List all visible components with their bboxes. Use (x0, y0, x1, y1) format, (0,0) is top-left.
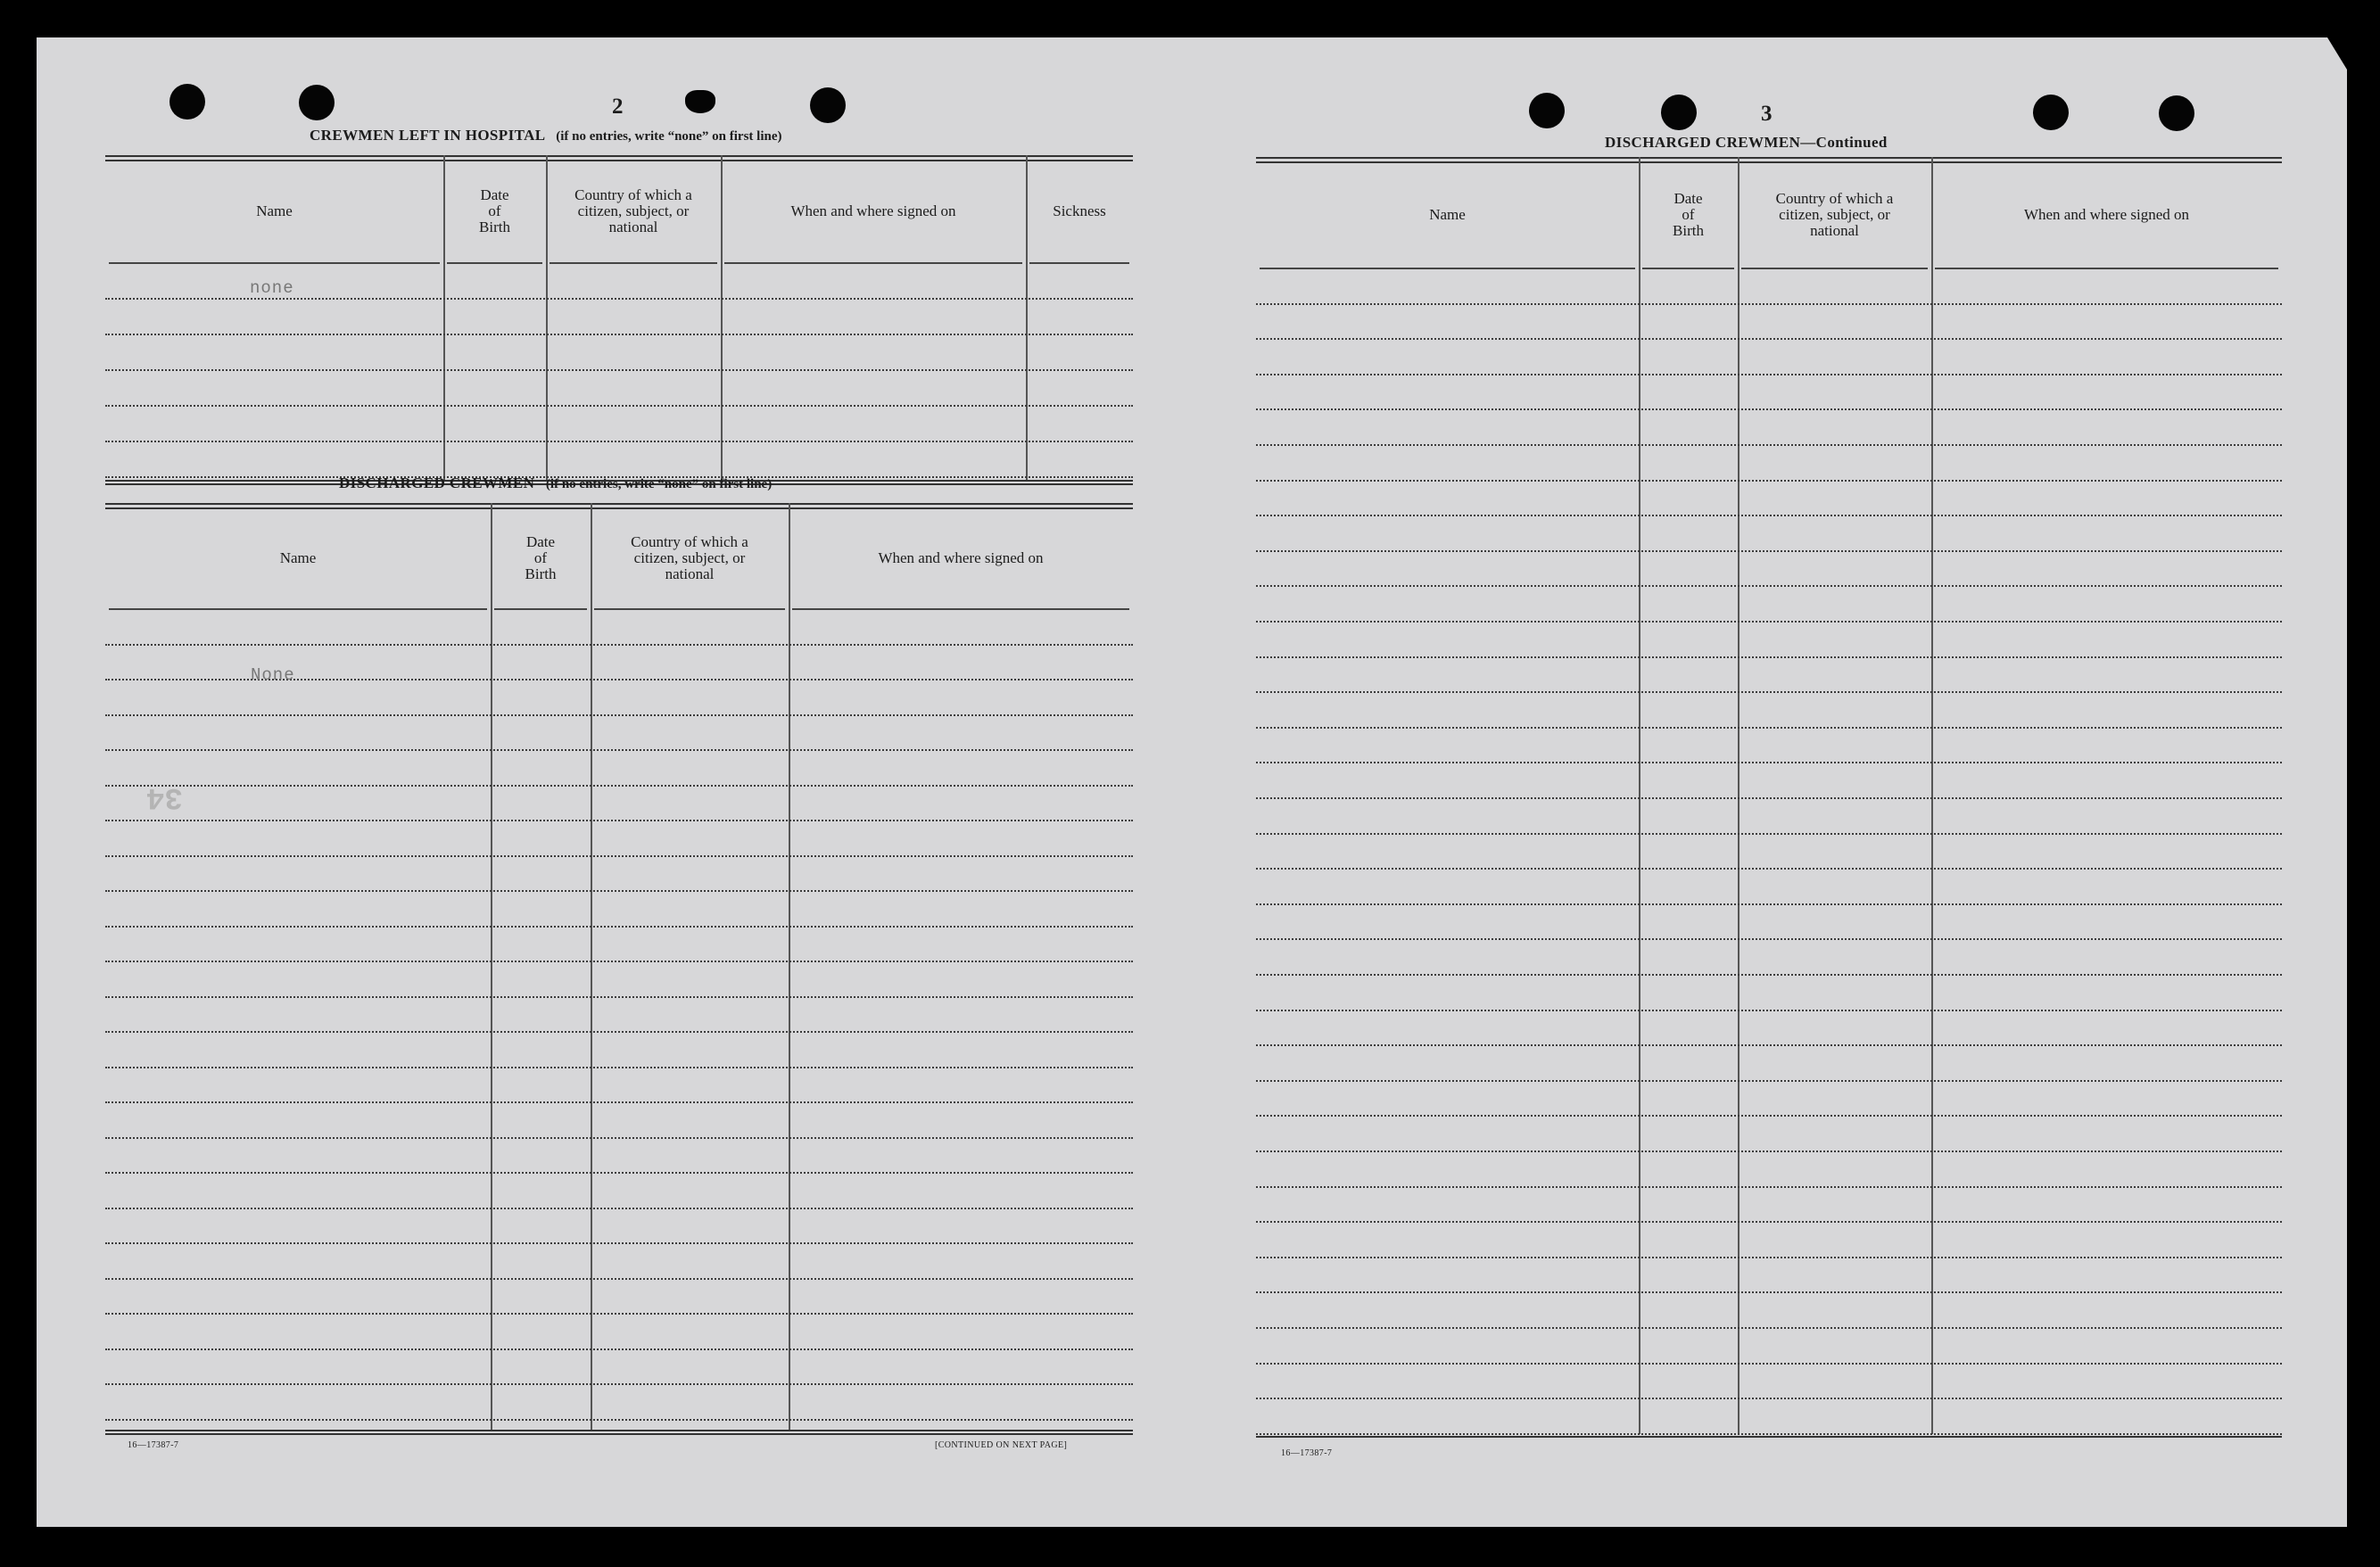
table-top-rule (105, 155, 1133, 157)
column-header (789, 510, 1133, 606)
ruled-line (105, 1278, 1133, 1280)
hospital-table (105, 155, 1133, 485)
typed-entry: None (251, 665, 295, 685)
ruled-line (105, 961, 1133, 962)
header-underline (1029, 262, 1129, 264)
header-underline (550, 262, 717, 264)
column-header (1256, 164, 1639, 266)
discharged-instruction: (if no entries, write “none” on first line) (545, 477, 773, 491)
column-divider (789, 503, 790, 1431)
punch-hole (169, 84, 205, 120)
ruled-line (1256, 1398, 2282, 1399)
column-header-label: Country of which a citizen, subject, or national (574, 186, 692, 235)
ruled-line (105, 1101, 1133, 1103)
header-underline (1935, 268, 2278, 269)
column-divider (591, 503, 592, 1431)
table-top-rule (105, 507, 1133, 509)
header-underline (1741, 268, 1928, 269)
column-divider (1639, 157, 1640, 1434)
ruled-line (1256, 868, 2282, 870)
header-underline (447, 262, 542, 264)
ruled-line (1256, 656, 2282, 658)
punch-hole (685, 90, 715, 113)
header-underline (1260, 268, 1635, 269)
ruled-line (105, 1383, 1133, 1385)
column-divider (1738, 157, 1740, 1434)
continued-section-title (1605, 134, 1888, 152)
ledger-sheet (37, 37, 2347, 1527)
table-top-rule (1256, 157, 2282, 159)
ruled-line (105, 405, 1133, 407)
ruled-line (1256, 1151, 2282, 1152)
header-underline (792, 608, 1129, 610)
column-header (721, 162, 1026, 260)
ruled-line (105, 820, 1133, 821)
column-header (443, 162, 546, 260)
header-underline (594, 608, 785, 610)
header-underline (494, 608, 587, 610)
ruled-line (105, 1172, 1133, 1174)
continued-title-suffix: Continued (1815, 134, 1888, 151)
ruled-line (1256, 1115, 2282, 1117)
ruled-line (1256, 1291, 2282, 1293)
ruled-line (1256, 550, 2282, 552)
ruled-line (1256, 903, 2282, 905)
form-number-left: 16—17387-7 (128, 1440, 179, 1450)
ruled-line (105, 1313, 1133, 1315)
ruled-line (1256, 762, 2282, 763)
ruled-line (1256, 1010, 2282, 1011)
ruled-line (105, 1348, 1133, 1350)
ruled-line (1256, 338, 2282, 340)
hospital-title-text: CREWMEN LEFT IN HOSPITAL (310, 127, 545, 144)
punch-hole (299, 85, 335, 120)
header-underline (1642, 268, 1734, 269)
continued-table (1256, 157, 2282, 1438)
ruled-line (1256, 621, 2282, 623)
table-top-rule (1256, 161, 2282, 163)
hospital-section-title (310, 127, 782, 144)
header-underline (724, 262, 1022, 264)
ruled-line (105, 644, 1133, 646)
column-divider (1026, 155, 1028, 482)
ruled-line (105, 785, 1133, 787)
ruled-line (105, 890, 1133, 892)
ruled-line (1256, 444, 2282, 446)
column-header (1639, 164, 1738, 266)
punch-hole (2033, 95, 2069, 130)
punch-hole (2159, 95, 2194, 131)
ruled-line (1256, 1257, 2282, 1258)
ruled-line (1256, 797, 2282, 799)
discharged-section-title (339, 474, 772, 492)
punch-hole (810, 87, 846, 123)
ruled-line (1256, 1327, 2282, 1329)
column-header-label: Country of which a citizen, subject, or national (1775, 190, 1894, 239)
header-underline (109, 262, 440, 264)
column-header-label: Name (256, 202, 293, 219)
typed-entry: none (250, 278, 294, 298)
column-header (105, 162, 443, 260)
column-header-label: Date of Birth (1673, 190, 1704, 239)
table-bottom-rule (105, 1430, 1133, 1431)
column-header-label: Name (1429, 206, 1466, 223)
ruled-line (1256, 1363, 2282, 1365)
column-header-label: When and where signed on (878, 549, 1044, 566)
column-header (1026, 162, 1133, 260)
table-bottom-rule (105, 1433, 1133, 1435)
column-header-label: Date of Birth (479, 186, 510, 235)
faded-stamp-mark: 34 (146, 779, 183, 813)
ruled-line (105, 298, 1133, 300)
discharged-table (105, 503, 1133, 1435)
column-divider (1931, 157, 1933, 1434)
ruled-line (105, 1242, 1133, 1244)
column-header-label: When and where signed on (2023, 206, 2190, 223)
discharged-title-text: DISCHARGED CREWMEN (339, 474, 535, 491)
table-top-rule (105, 503, 1133, 505)
hospital-instruction: (if no entries, write “none” on first line) (556, 129, 782, 144)
column-header-label: Sickness (1053, 202, 1106, 219)
ruled-line (105, 1031, 1133, 1033)
column-divider (721, 155, 723, 482)
continued-note: [CONTINUED ON NEXT PAGE] (935, 1440, 1068, 1450)
ruled-line (105, 714, 1133, 716)
ruled-line (105, 926, 1133, 928)
header-underline (109, 608, 487, 610)
ruled-line (105, 1419, 1133, 1421)
ruled-line (105, 1208, 1133, 1209)
table-top-rule (105, 160, 1133, 161)
ruled-line (105, 369, 1133, 371)
ruled-line (1256, 974, 2282, 976)
punch-hole (1661, 95, 1697, 130)
ruled-line (1256, 938, 2282, 940)
ruled-line (1256, 1044, 2282, 1046)
column-divider (546, 155, 548, 482)
page-number-right: 3 (1761, 102, 1773, 126)
ruled-line (105, 441, 1133, 442)
ruled-line (105, 749, 1133, 751)
ruled-line (1256, 515, 2282, 516)
ruled-line (1256, 1186, 2282, 1188)
clipped-corner (2327, 37, 2347, 70)
ruled-line (1256, 1433, 2282, 1435)
column-header-label: Date of Birth (525, 533, 557, 582)
ruled-line (1256, 1080, 2282, 1082)
ruled-line (105, 996, 1133, 998)
column-header (546, 162, 721, 260)
column-header (105, 510, 491, 606)
ruled-line (105, 1067, 1133, 1068)
ruled-line (105, 334, 1133, 335)
column-header (491, 510, 591, 606)
column-header (1738, 164, 1931, 266)
form-number-right: 16—17387-7 (1281, 1448, 1333, 1458)
ruled-line (1256, 691, 2282, 693)
ruled-line (1256, 727, 2282, 729)
ruled-line (105, 1137, 1133, 1139)
ruled-line (1256, 480, 2282, 482)
column-header (1931, 164, 2282, 266)
punch-hole (1529, 93, 1565, 128)
ruled-line (1256, 374, 2282, 375)
column-header-label: Country of which a citizen, subject, or national (631, 533, 748, 582)
ruled-line (105, 855, 1133, 857)
column-header-label: Name (279, 549, 317, 566)
table-bottom-rule (1256, 1436, 2282, 1438)
column-header (591, 510, 789, 606)
column-divider (443, 155, 445, 482)
ruled-line (1256, 833, 2282, 835)
page-number-left: 2 (612, 95, 624, 119)
ruled-line (1256, 408, 2282, 410)
ruled-line (1256, 1221, 2282, 1223)
ruled-line (1256, 303, 2282, 305)
column-divider (491, 503, 492, 1431)
ruled-line (1256, 585, 2282, 587)
continued-title-text: DISCHARGED CREWMEN— (1605, 134, 1816, 151)
column-header-label: When and where signed on (790, 202, 956, 219)
